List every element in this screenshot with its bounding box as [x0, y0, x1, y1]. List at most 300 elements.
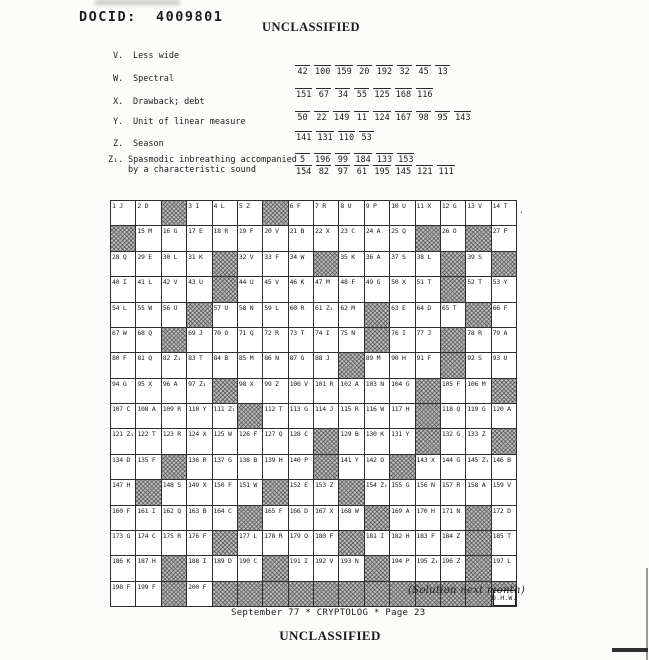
- cell-label: 160 F: [112, 506, 131, 515]
- cell-label: 200 F: [188, 582, 207, 591]
- cell-label: 141 Y: [340, 455, 359, 464]
- grid-cell: [339, 226, 364, 251]
- cell-label: 180 F: [315, 531, 334, 540]
- grid-cell: [162, 226, 187, 251]
- grid-cell-shaded: [314, 455, 339, 480]
- cell-label: 89 M: [365, 354, 381, 363]
- cell-label: 152 E: [289, 481, 308, 490]
- cell-label: 187 H: [137, 557, 156, 566]
- grid-cell: [213, 556, 238, 581]
- grid-cell: [213, 506, 238, 531]
- cell-label: 85 M: [238, 354, 254, 363]
- grid-cell: [390, 379, 415, 404]
- grid-cell-shaded: [314, 252, 339, 277]
- grid-cell: [339, 303, 364, 328]
- grid-cell: [162, 303, 187, 328]
- grid-cell: [187, 201, 212, 226]
- cell-label: 87 G: [289, 354, 305, 363]
- grid-cell: [339, 404, 364, 429]
- grid-cell: [213, 480, 238, 505]
- cell-label: 174 C: [137, 531, 156, 540]
- grid-cell: [492, 404, 517, 429]
- grid-cell: [416, 480, 441, 505]
- grid-cell: [441, 404, 466, 429]
- grid-cell: [187, 582, 212, 607]
- clue-blank-number: 13: [435, 65, 450, 77]
- cell-label: 116 W: [365, 405, 384, 413]
- cell-label: 169 A: [391, 506, 410, 515]
- cell-label: 6 F: [289, 202, 301, 210]
- cell-label: 93 U: [492, 354, 508, 363]
- cell-label: 92 S: [467, 354, 482, 363]
- grid-cell: [314, 480, 339, 505]
- grid-cell: [263, 353, 288, 378]
- cell-label: 95 X: [137, 379, 152, 388]
- cell-label: 29 E: [137, 252, 152, 261]
- grid-cell: [466, 455, 491, 480]
- grid-cell: [289, 429, 314, 454]
- cell-label: 118 Q: [441, 405, 460, 413]
- clue-label: Z₁.: [108, 155, 124, 165]
- grid-cell: [466, 328, 491, 353]
- clue-text: Spasmodic inbreathing accompanied: [128, 155, 297, 165]
- cell-label: 162 Q: [162, 506, 181, 515]
- cell-label: 33 F: [264, 252, 279, 261]
- cell-label: 61 Z₁: [315, 303, 334, 312]
- signature-box: D.H.W.: [493, 590, 516, 606]
- cell-label: 157 R: [441, 481, 460, 490]
- cell-label: 105 F: [441, 379, 460, 388]
- grid-cell: [416, 531, 441, 556]
- grid-cell: [441, 429, 466, 454]
- cell-label: 138 B: [238, 455, 257, 464]
- grid-cell-shaded: [365, 328, 390, 353]
- grid-cell: [441, 480, 466, 505]
- cell-label: 97 Z₁: [188, 379, 207, 388]
- clue-blank-number: 55: [354, 88, 369, 100]
- cell-label: 18 R: [213, 227, 228, 236]
- grid-cell: [466, 252, 491, 277]
- clue-blank-number: 125: [374, 90, 390, 100]
- cell-label: 73 T: [289, 328, 305, 337]
- solution-note: (Solution next month): [408, 585, 526, 596]
- grid-cell: [314, 506, 339, 531]
- grid-cell: [339, 429, 364, 454]
- cell-label: 32 V: [238, 252, 254, 261]
- grid-cell: [213, 404, 238, 429]
- cell-label: 46 K: [289, 278, 305, 287]
- grid-cell: [263, 379, 288, 404]
- clue-blank-number: 53: [359, 131, 374, 143]
- grid-cell: [441, 303, 466, 328]
- grid-cell-shaded: [213, 582, 238, 607]
- cell-label: 127 Q: [264, 430, 283, 439]
- cell-label: 194 P: [391, 557, 410, 566]
- grid-cell: [466, 353, 491, 378]
- cell-label: 153 Z: [315, 481, 334, 490]
- grid-cell: [492, 455, 517, 480]
- cell-label: 129 B: [340, 430, 359, 439]
- grid-cell: [365, 252, 390, 277]
- cell-label: 148 S: [162, 481, 181, 490]
- clue-blank-number: 5: [295, 153, 310, 165]
- grid-cell: [136, 303, 161, 328]
- clue-text: Unit of linear measure: [133, 117, 246, 127]
- grid-cell: [289, 277, 314, 302]
- grid-cell: [314, 226, 339, 251]
- cell-label: 64 D: [416, 303, 431, 312]
- cell-label: 15 M: [137, 227, 152, 236]
- grid-cell: [187, 252, 212, 277]
- clue-blank-number: 184: [355, 155, 371, 165]
- grid-cell: [238, 379, 263, 404]
- grid-cell: [263, 226, 288, 251]
- grid-cell: [263, 303, 288, 328]
- grid-cell: [136, 455, 161, 480]
- cell-label: 40 I: [112, 278, 127, 287]
- cell-label: 51 T: [416, 278, 431, 287]
- grid-cell: [492, 531, 517, 556]
- grid-cell: [416, 328, 441, 353]
- cell-label: 178 R: [264, 531, 283, 540]
- cell-label: 182 H: [391, 531, 410, 540]
- grid-cell: [187, 531, 212, 556]
- cell-label: 42 V: [162, 278, 178, 287]
- grid-cell: [365, 277, 390, 302]
- grid-cell: [111, 429, 136, 454]
- clue-blank-number: 32: [397, 65, 412, 77]
- cell-label: 149 X: [188, 481, 207, 490]
- clue-blank-number: 20: [357, 65, 372, 77]
- cell-label: 31 K: [188, 252, 203, 261]
- cell-label: 50 X: [391, 278, 406, 287]
- grid-cell: [238, 353, 263, 378]
- cell-label: 37 S: [391, 252, 406, 261]
- cell-label: 130 K: [365, 430, 384, 439]
- footer-line: September 77 * CRYPTOLOG * Page 23: [231, 608, 426, 618]
- cell-label: 79 A: [492, 328, 508, 337]
- cell-label: 38 L: [416, 252, 431, 261]
- cell-label: 27 F: [492, 227, 508, 236]
- cell-label: 81 Q: [137, 354, 152, 363]
- cell-label: 28 Q: [112, 252, 127, 261]
- cell-label: 173 G: [112, 531, 131, 540]
- grid-cell: [441, 379, 466, 404]
- grid-cell-shaded: [213, 531, 238, 556]
- scan-smudge-artifact: [95, 0, 180, 5]
- cell-label: 39 S: [467, 252, 482, 261]
- clue-blank-number: 151: [296, 90, 312, 100]
- grid-cell-shaded: [263, 480, 288, 505]
- grid-cell: [111, 303, 136, 328]
- grid-cell-shaded: [314, 582, 339, 607]
- cell-label: 9 P: [365, 202, 377, 210]
- cell-label: 82 Z₁: [162, 354, 181, 363]
- clue-blank-number: 45: [416, 65, 431, 77]
- cell-label: 131 Y: [391, 430, 410, 439]
- clue-blank-number: 11: [354, 111, 369, 123]
- cell-label: 11 X: [416, 202, 431, 210]
- cell-label: 99 Z: [264, 379, 279, 388]
- clue-blank-number: 124: [374, 113, 390, 123]
- grid-cell: [390, 531, 415, 556]
- grid-cell-shaded: [365, 556, 390, 581]
- grid-cell-shaded: [339, 531, 364, 556]
- cell-label: 179 O: [289, 531, 308, 540]
- grid-cell: [492, 556, 517, 581]
- cell-label: 111 Z₁: [213, 405, 236, 413]
- grid-cell: [136, 379, 161, 404]
- cell-label: 17 E: [188, 227, 203, 236]
- cell-label: 77 J: [416, 328, 431, 337]
- grid-cell-shaded: [441, 252, 466, 277]
- grid-cell: [441, 455, 466, 480]
- cell-label: 124 X: [188, 430, 207, 439]
- cell-label: 56 U: [162, 303, 178, 312]
- grid-cell: [213, 455, 238, 480]
- grid-cell: [314, 328, 339, 353]
- grid-cell-shaded: [162, 328, 187, 353]
- grid-cell-shaded: [365, 582, 390, 607]
- grid-cell-shaded: [111, 226, 136, 251]
- cell-label: 125 W: [213, 430, 232, 439]
- grid-cell: [238, 303, 263, 328]
- clue-label: X.: [113, 97, 124, 107]
- cell-label: 69 J: [188, 328, 203, 337]
- grid-cell: [289, 480, 314, 505]
- cell-label: 4 L: [213, 202, 225, 210]
- cell-label: 120 A: [492, 405, 511, 413]
- grid-cell: [390, 201, 415, 226]
- grid-cell: [416, 303, 441, 328]
- cell-label: 189 D: [213, 557, 232, 566]
- stray-period-mark: .: [519, 206, 524, 215]
- cell-label: 84 B: [213, 354, 228, 363]
- cell-label: 19 F: [238, 227, 254, 236]
- grid-cell: [390, 404, 415, 429]
- grid-cell-shaded: [466, 303, 491, 328]
- grid-cell: [263, 455, 288, 480]
- grid-cell: [492, 506, 517, 531]
- scan-tick-artifact: [612, 648, 648, 652]
- grid-cell: [238, 226, 263, 251]
- cell-label: 171 N: [441, 506, 460, 515]
- clue-blank-number: 116: [417, 90, 433, 100]
- grid-cell: [289, 379, 314, 404]
- cell-label: 158 A: [467, 481, 486, 490]
- clue-blank-number: 149: [334, 113, 350, 123]
- cell-label: 75 N: [340, 328, 355, 337]
- grid-cell: [339, 252, 364, 277]
- clue-blank-number: 97: [335, 165, 350, 177]
- cell-label: 3 I: [188, 202, 199, 210]
- grid-cell: [492, 201, 517, 226]
- cell-label: 167 X: [315, 506, 334, 515]
- cell-label: 13 V: [467, 202, 482, 210]
- grid-cell: [187, 480, 212, 505]
- grid-cell: [263, 328, 288, 353]
- grid-cell: [339, 328, 364, 353]
- grid-cell-shaded: [416, 404, 441, 429]
- clue-text-line2: by a characteristic sound: [128, 165, 256, 175]
- cell-label: 196 Z: [441, 557, 460, 566]
- cell-label: 83 T: [188, 354, 203, 363]
- grid-cell: [111, 201, 136, 226]
- grid-cell-shaded: [238, 404, 263, 429]
- clue-blank-number: 195: [374, 167, 390, 177]
- clue-text-block: [108, 155, 297, 175]
- cell-label: 72 R: [264, 328, 279, 337]
- clue-blank-number: 167: [395, 113, 412, 123]
- cell-label: 21 B: [289, 227, 305, 236]
- cell-label: 123 R: [162, 430, 181, 439]
- grid-cell-shaded: [162, 455, 187, 480]
- grid-cell-shaded: [365, 303, 390, 328]
- grid-cell: [136, 353, 161, 378]
- grid-cell-shaded: [441, 328, 466, 353]
- grid-cell-shaded: [492, 252, 517, 277]
- cell-label: 1 J: [112, 202, 123, 210]
- grid-cell-shaded: [289, 582, 314, 607]
- grid-cell: [289, 404, 314, 429]
- grid-cell: [213, 201, 238, 226]
- cell-label: 34 W: [289, 252, 305, 261]
- grid-cell: [111, 506, 136, 531]
- grid-cell: [314, 353, 339, 378]
- clue-blank-number: 154: [296, 167, 312, 177]
- cell-label: 62 M: [340, 303, 355, 312]
- cell-label: 193 N: [340, 557, 359, 566]
- cell-label: 5 Z: [238, 202, 250, 210]
- grid-cell: [289, 252, 314, 277]
- grid-cell: [238, 429, 263, 454]
- grid-cell: [390, 506, 415, 531]
- cell-label: 135 F: [137, 455, 156, 464]
- clue-blank-number: 141: [296, 133, 312, 143]
- grid-cell: [162, 480, 187, 505]
- grid-cell-shaded: [263, 582, 288, 607]
- cell-label: 20 V: [264, 227, 279, 236]
- cell-label: 150 F: [213, 481, 232, 490]
- clue-blank-number: 34: [335, 88, 350, 100]
- cell-label: 80 F: [112, 354, 127, 363]
- cell-label: 122 T: [137, 430, 156, 439]
- clue-text-block: [113, 117, 246, 127]
- grid-cell: [213, 303, 238, 328]
- cell-label: 165 F: [264, 506, 283, 515]
- clue-blank-number: 121: [417, 167, 433, 177]
- cell-label: 63 E: [391, 303, 406, 312]
- cell-label: 132 G: [441, 430, 460, 439]
- grid-cell: [162, 379, 187, 404]
- clue-text: Drawback; debt: [133, 97, 205, 107]
- cell-label: 10 U: [391, 202, 406, 210]
- grid-cell: [365, 201, 390, 226]
- clue-blank-number: 98: [416, 111, 431, 123]
- clue-blanks: [295, 82, 437, 101]
- cell-label: 164 C: [213, 506, 232, 515]
- clue-text: Less wide: [133, 51, 180, 61]
- cell-label: 100 V: [289, 379, 308, 388]
- grid-cell: [289, 531, 314, 556]
- grid-cell: [289, 455, 314, 480]
- cell-label: 163 B: [188, 506, 207, 515]
- grid-cell: [289, 226, 314, 251]
- grid-cell: [111, 404, 136, 429]
- grid-cell: [365, 429, 390, 454]
- grid-cell: [136, 201, 161, 226]
- puzzle-grid: [110, 200, 517, 607]
- cell-label: 190 C: [238, 557, 257, 566]
- grid-cell: [416, 455, 441, 480]
- cell-label: 191 I: [289, 557, 308, 566]
- cell-label: 35 K: [340, 252, 355, 261]
- cell-label: 60 R: [289, 303, 305, 312]
- cell-label: 68 Q: [137, 328, 152, 337]
- cell-label: 55 W: [137, 303, 152, 312]
- cell-label: 175 R: [162, 531, 181, 540]
- grid-cell: [187, 429, 212, 454]
- grid-cell: [162, 353, 187, 378]
- cell-label: 91 F: [416, 354, 431, 363]
- cell-label: 154 Z₁: [365, 481, 388, 490]
- cell-label: 23 C: [340, 227, 355, 236]
- cell-label: 22 X: [315, 227, 330, 236]
- cell-label: 192 V: [315, 557, 334, 566]
- grid-cell: [187, 328, 212, 353]
- clue-blank-number: 159: [336, 67, 352, 77]
- grid-cell: [441, 531, 466, 556]
- grid-cell: [365, 353, 390, 378]
- cell-label: 139 H: [264, 455, 283, 464]
- grid-cell: [339, 379, 364, 404]
- classification-banner-bottom: UNCLASSIFIED: [279, 628, 381, 643]
- grid-cell: [238, 531, 263, 556]
- clue-blanks: [295, 125, 378, 144]
- cell-label: 172 D: [492, 506, 511, 515]
- cell-label: 159 V: [492, 481, 511, 490]
- cell-label: 8 U: [340, 202, 352, 210]
- grid-cell: [492, 353, 517, 378]
- grid-cell: [263, 531, 288, 556]
- grid-cell-shaded: [213, 252, 238, 277]
- cell-label: 76 I: [391, 328, 406, 337]
- cell-label: 71 Q: [238, 328, 254, 337]
- grid-cell: [492, 303, 517, 328]
- grid-cell: [111, 379, 136, 404]
- grid-cell-shaded: [441, 277, 466, 302]
- docid-text: DOCID: 4009801: [79, 9, 224, 25]
- grid-cell: [111, 556, 136, 581]
- cell-label: 49 G: [365, 278, 381, 287]
- grid-cell: [263, 429, 288, 454]
- grid-cell: [162, 277, 187, 302]
- grid-cell: [238, 480, 263, 505]
- grid-cell: [416, 353, 441, 378]
- cell-label: 176 F: [188, 531, 207, 540]
- grid-cell: [390, 277, 415, 302]
- cell-label: 186 K: [112, 557, 131, 566]
- grid-cell: [339, 277, 364, 302]
- grid-cell: [213, 328, 238, 353]
- grid-cell: [289, 506, 314, 531]
- clue-blank-number: 145: [395, 167, 412, 177]
- grid-cell: [111, 480, 136, 505]
- cell-label: 101 R: [315, 379, 334, 388]
- cell-label: 43 U: [188, 278, 203, 287]
- cell-label: 107 C: [112, 405, 131, 413]
- grid-cell: [238, 455, 263, 480]
